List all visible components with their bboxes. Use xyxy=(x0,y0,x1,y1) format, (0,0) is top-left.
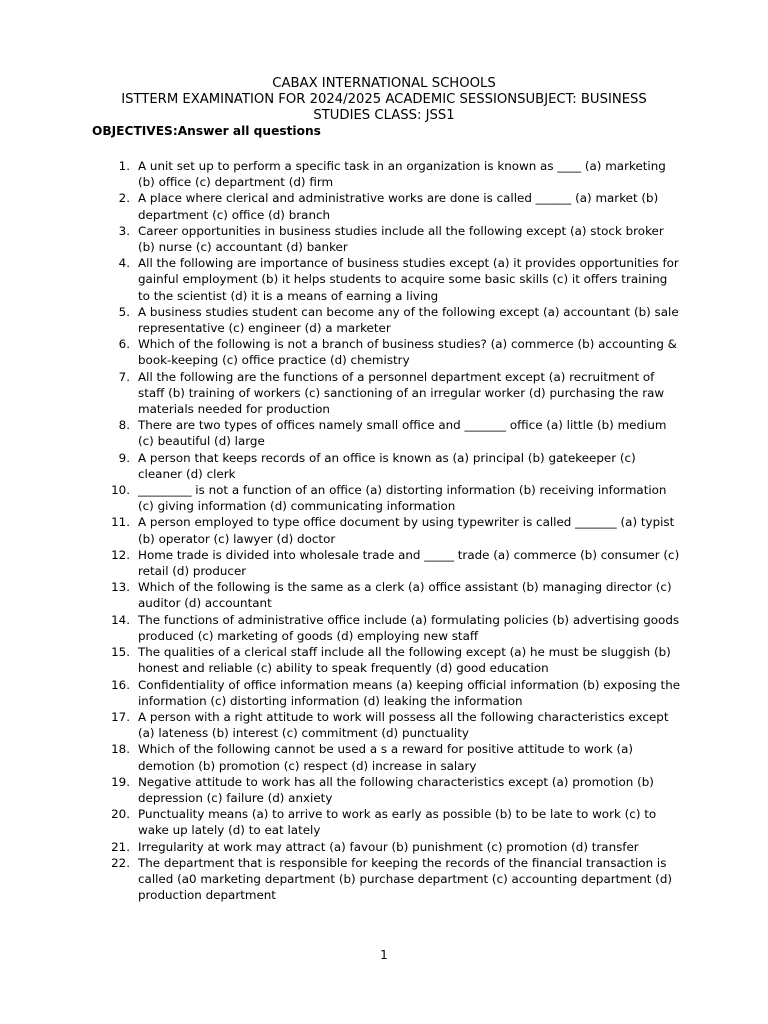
objectives-instruction: OBJECTIVES:Answer all questions xyxy=(92,124,321,138)
question-item xyxy=(101,304,681,336)
question-number: 14. xyxy=(111,612,130,627)
question-text: The department that is responsible for keeping the records of the financial transaction is called (a0 marketing department (b) purchase department (c) accounting department (d) production department xyxy=(138,855,673,903)
question-item xyxy=(101,741,681,773)
question-number: 11. xyxy=(111,515,130,530)
question-number: 7. xyxy=(118,369,130,384)
question-item xyxy=(101,839,681,855)
question-item xyxy=(101,255,681,304)
question-number: 3. xyxy=(118,223,130,238)
question-text: Home trade is divided into wholesale trade and _____ trade (a) commerce (b) consumer (c) retail (d) producer xyxy=(138,547,680,579)
question-item xyxy=(101,369,681,418)
question-item xyxy=(101,482,681,514)
question-item xyxy=(101,579,681,611)
school-name: CABAX INTERNATIONAL SCHOOLS xyxy=(272,76,496,91)
question-number: 13. xyxy=(111,580,130,595)
question-text: Negative attitude to work has all the following characteristics except (a) promotion (b) depression (c) failure (d) anxiety xyxy=(138,774,654,805)
question-text: Which of the following is not a branch of business studies? (a) commerce (b) accounting & book-keeping (c) office practice (d) chemistry xyxy=(138,337,677,368)
question-text: Punctuality means (a) to arrive to work as early as possible (b) to be late to work (c) to wake up lately (d) to eat lately xyxy=(138,807,657,838)
question-number: 16. xyxy=(111,677,130,692)
question-number: 9. xyxy=(118,450,130,465)
page-number: 1 xyxy=(380,948,388,962)
question-item xyxy=(101,223,681,255)
document-header xyxy=(88,76,680,124)
question-number: 5. xyxy=(118,304,130,319)
question-text: A person employed to type office document by using typewriter is called _______ (a) typist (b) operator (c) lawyer (d) doctor xyxy=(138,515,675,546)
question-text: The functions of administrative office include (a) formulating policies (b) advertising goods produced (c) marketing of goods (d) employing new staff xyxy=(138,612,680,643)
question-number: 22. xyxy=(111,855,130,870)
question-number: 15. xyxy=(111,645,130,660)
question-text: Which of the following cannot be used a s a reward for positive attitude to work (a) demotion (b) promotion (c) respect (d) increase in salary xyxy=(138,742,634,773)
question-text: A place where clerical and administrative works are done is called ______ (a) market (b) department (c) office (d) branch xyxy=(138,191,659,222)
question-text: A person with a right attitude to work will possess all the following characteristics except (a) lateness (b) interest (c) commitment (d) punctuality xyxy=(138,709,669,741)
question-list xyxy=(101,158,681,903)
class-line: STUDIES CLASS: JSS1 xyxy=(313,108,455,123)
question-text: All the following are the functions of a personnel department except (a) recruitment of staff (b) training of workers (c) sanctioning of an irregular worker (d) purchasing the raw materials needed for production xyxy=(138,369,665,417)
question-number: 2. xyxy=(118,191,130,206)
question-text: A unit set up to perform a specific task in an organization is known as ____ (a) marketing (b) office (c) department (d) firm xyxy=(138,159,666,190)
question-number: 19. xyxy=(111,774,130,789)
question-item xyxy=(101,417,681,449)
question-item xyxy=(101,774,681,806)
question-text: Which of the following is the same as a clerk (a) office assistant (b) managing director (c) auditor (d) accountant xyxy=(138,580,672,611)
question-text: _________ is not a function of an office (a) distorting information (b) receiving information (c) giving information (d) communicating information xyxy=(138,483,667,514)
question-number: 12. xyxy=(111,547,130,562)
question-number: 4. xyxy=(118,256,130,271)
question-number: 20. xyxy=(111,807,130,822)
question-text: A person that keeps records of an office is known as (a) principal (b) gatekeeper (c) cleaner (d) clerk xyxy=(138,450,636,481)
question-text: There are two types of offices namely small office and _______ office (a) little (b) medium (c) beautiful (d) large xyxy=(138,418,667,449)
question-text: Career opportunities in business studies include all the following except (a) stock broker (b) nurse (c) accountant (d) banker xyxy=(138,223,664,255)
question-item xyxy=(101,158,681,190)
question-text: A business studies student can become any of the following except (a) accountant (b) sale representative (c) engineer (d) a marketer xyxy=(138,304,679,336)
question-number: 10. xyxy=(111,483,130,498)
question-item xyxy=(101,336,681,368)
question-number: 8. xyxy=(118,418,130,433)
question-number: 18. xyxy=(111,742,130,757)
question-item xyxy=(101,514,681,546)
question-text: All the following are importance of business studies except (a) it provides opportunities for gainful employment (b) it helps students to acquire some basic skills (c) it offers training to the scientist (d) it is a means of earning a living xyxy=(138,256,679,303)
question-text: Confidentiality of office information means (a) keeping official information (b) exposing the information (c) distorting information (d) leaking the information xyxy=(138,677,681,708)
question-number: 17. xyxy=(111,709,130,724)
question-item xyxy=(101,450,681,482)
question-item xyxy=(101,190,681,222)
question-item xyxy=(101,547,681,579)
question-text: The qualities of a clerical staff include all the following except (a) he must be sluggish (b) honest and reliable (c) ability to speak frequently (d) good education xyxy=(138,645,671,676)
question-text: Irregularity at work may attract (a) favour (b) punishment (c) promotion (d) transfer xyxy=(138,839,639,854)
question-item xyxy=(101,612,681,644)
question-item xyxy=(101,855,681,904)
question-item xyxy=(101,806,681,838)
question-number: 6. xyxy=(118,337,130,352)
question-item xyxy=(101,709,681,741)
question-item xyxy=(101,644,681,676)
question-number: 21. xyxy=(111,839,130,854)
exam-title: ISTTERM EXAMINATION FOR 2024/2025 ACADEMIC SESSIONSUBJECT: BUSINESS xyxy=(121,92,647,107)
question-item xyxy=(101,677,681,709)
question-number: 1. xyxy=(118,159,130,173)
